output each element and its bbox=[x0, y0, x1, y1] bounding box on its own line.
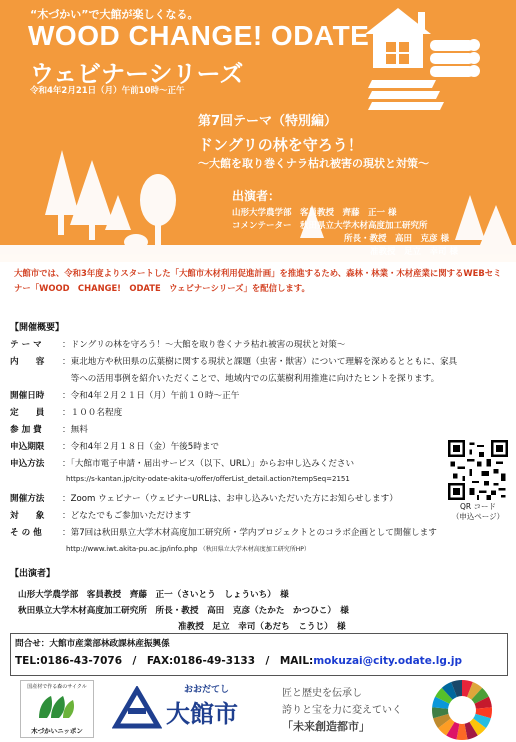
city-emblem-icon bbox=[112, 686, 162, 730]
qr-code[interactable] bbox=[448, 440, 508, 500]
logo-text: 木づかいニッポン bbox=[31, 727, 83, 735]
overview-row bbox=[10, 338, 345, 350]
overview-row bbox=[10, 526, 437, 538]
speaker-line: 山形大学農学部 客員教授 齊藤 正一 様 bbox=[232, 208, 397, 218]
overview-row bbox=[10, 406, 122, 418]
slogan-line: 匠と歴史を伝承し bbox=[282, 688, 362, 699]
overview-row bbox=[10, 423, 88, 435]
overview-row bbox=[10, 492, 398, 504]
row-value: ：Zoom ウェビナー（ウェビナーURLは、お申し込みいただいた方にお知らせします） bbox=[62, 494, 398, 504]
row-value: ：「大館市電子申請・届出サービス（以下、URL）」からお申し込みください bbox=[62, 459, 355, 469]
row-label: 参 加 費 bbox=[10, 425, 42, 435]
house-icon bbox=[365, 8, 431, 68]
hero-banner bbox=[0, 0, 516, 262]
intro-text: 大館市では、令和3年度よりスタートした「大館市木材利用促進計画」を推進するため、森林・林業・木材産業に関するWEBセミナー「WOOD CHANGE! ODATE ウェビナーシリーズ」を配信します。 bbox=[14, 268, 502, 293]
speaker-line: コメンテーター 秋田県立大学木材高度加工研究所 bbox=[232, 221, 428, 231]
row-value: 等への活用事例を紹介いただくことで、地域内での広葉樹利用推進に向けたヒントを探ります。 bbox=[62, 374, 440, 384]
overview-row bbox=[10, 509, 191, 521]
kizukai-logo-icon bbox=[21, 690, 93, 722]
info-url[interactable]: http://www.iwt.akita-pu.ac.jp/info.php bbox=[66, 545, 198, 553]
theme-number: 第7回テーマ（特別編） bbox=[198, 114, 338, 129]
row-label: そ の 他 bbox=[10, 528, 42, 538]
event-date: 令和4年2月21日（月）午前10時～正午 bbox=[30, 86, 185, 96]
row-label: テ ー マ bbox=[10, 340, 42, 350]
overview-heading: 【開催概要】 bbox=[10, 323, 65, 333]
city-slogan bbox=[282, 684, 412, 734]
logs-icon bbox=[430, 39, 480, 77]
city-name: 大館市 bbox=[166, 700, 238, 728]
theme-subtitle: ～大館を取り巻くナラ枯れ被害の現状と対策～ bbox=[198, 157, 429, 170]
row-label: 開催日時 bbox=[10, 391, 45, 401]
kizukai-logo bbox=[20, 680, 94, 738]
row-value: ：東北地方や秋田県の広葉樹に関する現状と課題（虫害・獣害）について理解を深めるとともに、家具 bbox=[62, 357, 458, 367]
performer-line: 山形大学農学部 客員教授 齊藤 正一（さいとう しょういち） 様 bbox=[18, 590, 289, 600]
row-value: ：無料 bbox=[62, 425, 88, 435]
slogan-line: 「未来創造都市」 bbox=[282, 720, 370, 733]
overview-row bbox=[10, 372, 439, 384]
row-value: ：第7回は秋田県立大学木材高度加工研究所・学内プロジェクトとのコラボ企画として開催します bbox=[62, 528, 437, 538]
odate-city-logo bbox=[112, 682, 252, 732]
row-label: 申込方法 bbox=[10, 459, 45, 469]
qr-caption bbox=[446, 502, 510, 522]
title-jp: ウェビナーシリーズ bbox=[30, 60, 244, 88]
slogan-line: 誇りと宝を力に変えていく bbox=[282, 705, 402, 716]
contact-mail-label: MAIL: bbox=[279, 655, 314, 667]
row-label: 対 象 bbox=[10, 511, 45, 521]
lumber-icon bbox=[368, 80, 444, 110]
qr-caption-sub: （申込ページ） bbox=[451, 512, 505, 521]
speaker-line: 所長・教授 高田 克彦 様 bbox=[344, 234, 449, 244]
qr-caption-title: QR コード bbox=[460, 502, 496, 511]
performers-heading: 【出演者】 bbox=[10, 569, 56, 579]
info-note: （秋田県立大学木材高度加工研究所HP） bbox=[199, 546, 310, 553]
theme-title: ドングリの林を守ろう！ bbox=[198, 136, 363, 154]
logo-small-text: 国産材で作る森のサイクル bbox=[27, 684, 87, 690]
contact-fax: FAX:0186-49-3133 bbox=[146, 655, 256, 667]
performer-line: 准教授 足立 幸司（あだち こうじ） 様 bbox=[178, 622, 346, 632]
overview-row bbox=[10, 389, 239, 401]
overview-row bbox=[10, 355, 457, 367]
tagline: “木づかい”で大館が楽しくなる。 bbox=[30, 8, 199, 21]
speakers-label: 出演者： bbox=[232, 189, 281, 203]
contact-tel: TEL:0186-43-7076 bbox=[15, 655, 122, 667]
sdgs-wheel-icon bbox=[430, 678, 494, 742]
overview-row bbox=[10, 440, 219, 452]
row-value: ：令和4年２月２１日（月）午前１０時～正午 bbox=[62, 391, 240, 401]
overview-row bbox=[10, 457, 354, 469]
performer-line: 秋田県立大学木材高度加工研究所 所長・教授 高田 克彦（たかた かつひこ） 様 bbox=[18, 606, 349, 616]
contact-box bbox=[10, 633, 508, 676]
row-label: 内 容 bbox=[10, 357, 45, 367]
row-label: 開催方法 bbox=[10, 494, 45, 504]
row-label: 定 員 bbox=[10, 408, 45, 418]
row-value: ：ドングリの林を守ろう！～大館を取り巻くナラ枯れ被害の現状と対策～ bbox=[62, 340, 346, 350]
title-en: WOOD CHANGE! ODATE bbox=[28, 20, 370, 51]
info-url-link[interactable] bbox=[66, 544, 310, 553]
contact-line: TEL:0186-43-7076 / FAX:0186-49-3133 / MAIL:mokuzai@city.odate.lg.jp bbox=[15, 655, 463, 667]
row-value: ：令和4年２月１８日（金）午後5時まで bbox=[62, 442, 220, 452]
speaker-line: 准教授 足立 幸司 様 bbox=[370, 247, 458, 257]
row-value: ：１００名程度 bbox=[62, 408, 123, 418]
contact-dept: 問合せ：大館市産業部林政課林産振興係 bbox=[15, 639, 170, 649]
row-label: 申込期限 bbox=[10, 442, 45, 452]
apply-url-link[interactable]: https://s-kantan.jp/city-odate-akita-u/offer/offerList_detail.action?tempSeq=2151 bbox=[66, 475, 350, 483]
row-value: ：どなたでもご参加いただけます bbox=[62, 511, 191, 521]
city-kana: おおだてし bbox=[184, 685, 230, 695]
contact-mail-link[interactable]: mokuzai@city.odate.lg.jp bbox=[313, 655, 463, 667]
